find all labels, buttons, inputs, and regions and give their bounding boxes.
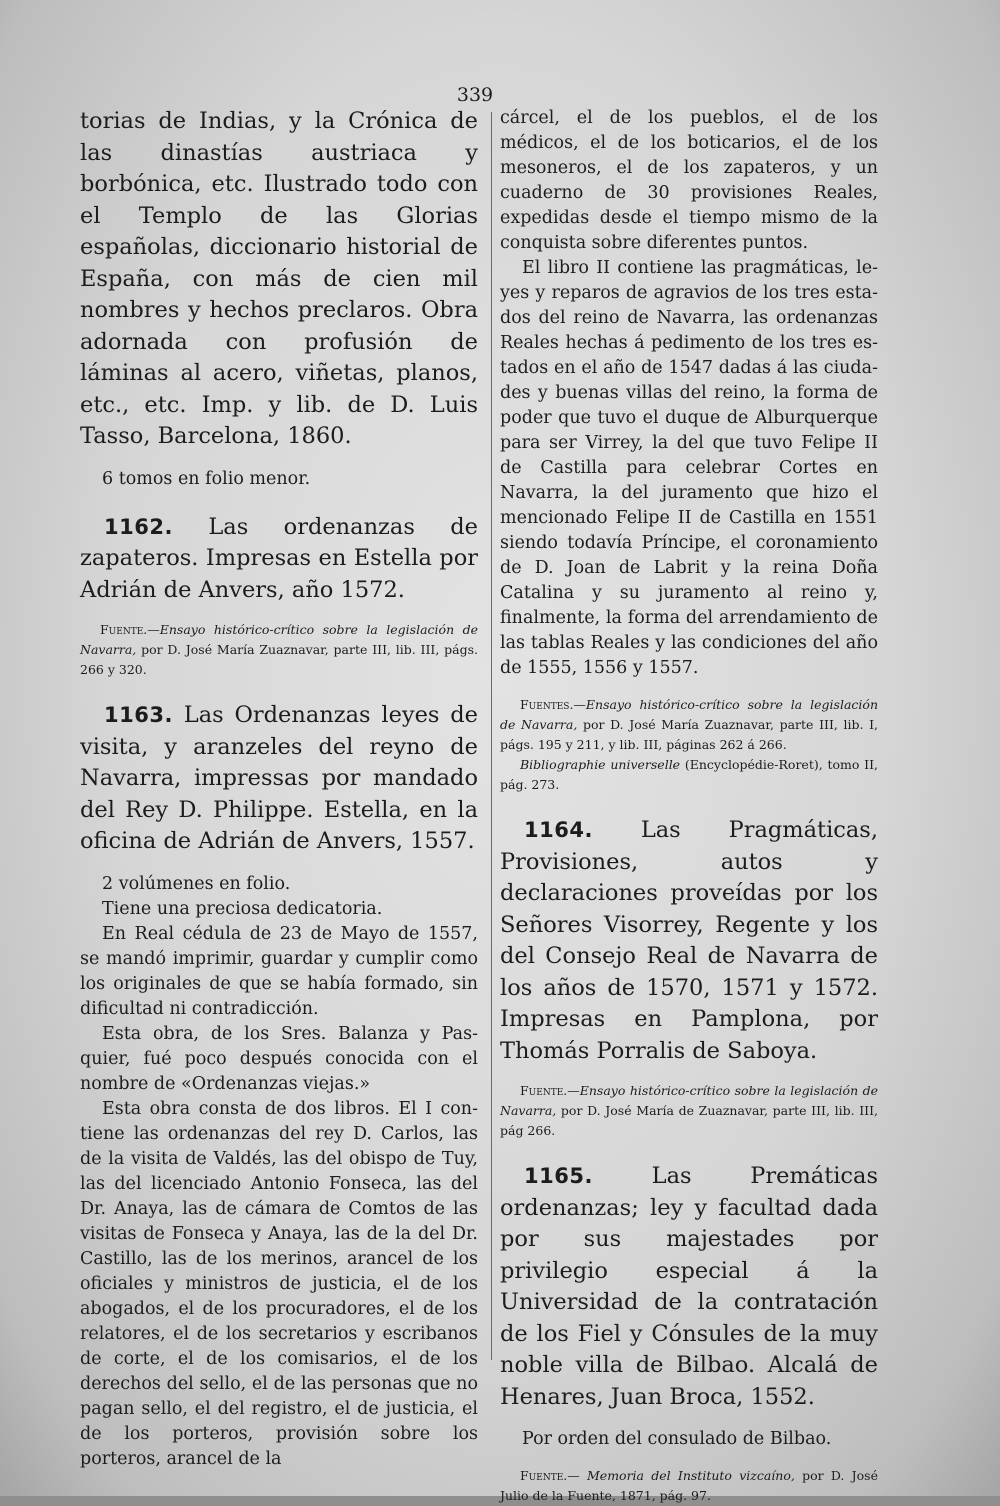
entry-source: Fuente.— Memoria del Instituto vizcaíno, por D. José Julio de la Fuente, 1871, pág. 97. [500, 1468, 878, 1503]
entry-1164 [500, 815, 878, 1067]
entry-source: Fuente.—Ensayo histórico-crítico sobre la legislación de Navarra, por D. José María de Zuaznavar, parte III, lib. III, pág 266. [500, 1083, 878, 1138]
entry-title: Las Premáticas ordenanzas; ley y facultad dada por sus majestades por privilegio especial á la Universidad de la contratación de los Fiel y Cónsules de la muy noble villa de Bilbao. Alcalá de Henares, Juan Broca, 1552. [500, 1163, 878, 1410]
entry-source: Fuente.—Ensayo histórico-crítico sobre la legislación de Navarra, por D. José María Zuaznavar, parte III, lib. III, págs. 266 y 320. [80, 622, 478, 677]
entry-1162 [80, 512, 478, 607]
entry-number: 1164. [524, 818, 593, 842]
entry-1165 [500, 1161, 878, 1413]
note-line: 2 volúmenes en folio. [102, 873, 291, 894]
entry-title: Las ordenanzas de zapateros. Impresas en Estella por Adrián de Anvers, año 1572. [80, 513, 478, 603]
intro-note: 6 tomos en folio menor. [102, 468, 311, 489]
book2-paragraph: El libro II contiene las pragmáticas, leyes y reparos de agravios de los tres estados del reino de Navarra, las ordenanzas Reales hechas á pedimento de los tres estados en el año de 1547 dadas á las ciudades y buenas villas del reino, la forma de poder que tuvo el duque de Alburquerque para ser Virrey, la del que tuvo Felipe II de Castilla para celebrar Cortes en Navarra, la del juramento que hizo el mencionado Felipe II de Castilla en 1551 siendo todavía Príncipe, el coronamiento de D. Joan de Labrit y la reina Doña Catalina y su juramento al reino y, finalmente, la forma del arrendamiento de las tablas Reales y las condiciones del año de 1555, 1556 y 1557. [500, 258, 878, 678]
entry-number: 1163. [104, 703, 173, 727]
entry-number: 1162. [104, 514, 173, 539]
entry-source: Bibliographie universelle (Encyclopédie-Roret), tomo II, pág. 273. [500, 757, 878, 792]
entry-1163 [80, 700, 478, 858]
entry-source: Fuentes.—Ensayo histórico-crítico sobre la legislación de Navarra, por D. José María Zuaznavar, parte III, lib. I, págs. 195 y 211, y lib. III, páginas 262 á 266. [500, 697, 879, 752]
right-column [500, 106, 878, 1506]
note-paragraph: Esta obra consta de dos libros. El I contiene las ordenanzas del rey D. Carlos, las de la visita de Valdés, las del obispo de Tuy, las del licenciado Antonio Fonseca, las del Dr. Anaya, las de cámara de Comtos de las visitas de Fonseca y Anaya, las de la del Dr. Castillo, las de los merinos, arancel de los oficiales y ministros de justicia, el de los abogados, el de los procuradores, el de los relatores, el de los secretarios y escribanos de corte, el de los comisarios, el de los derechos del sello, el de las personas que no pagan sello, el del registro, el de justicia, el de los porteros, provisión sobre los porteros, arancel de la [80, 1098, 478, 1469]
entry-title: Las Ordenanzas leyes de visita, y aranzeles del reyno de Navarra, impressas por mandado del Rey D. Philippe. Estella, en la oficina de Adrián de Anvers, 1557. [80, 702, 479, 854]
entry-title: Las Pragmáticas, Provisiones, autos y declaraciones proveídas por los Señores Visorrey, Regente y los del Consejo Real de Navarra de los años de 1570, 1571 y 1572. Impresas en Pamplona, por Thomás Porralis de Saboya. [500, 817, 878, 1064]
page-number: 339 [456, 84, 494, 106]
note-paragraph: En Real cédula de 23 de Mayo de 1557, se mandó imprimir, guardar y cumplir como los originales de que se había formado, sin dificultad ni contradicción. [80, 923, 478, 1019]
note-line: Por orden del consulado de Bilbao. [522, 1429, 832, 1449]
continued-paragraph: cárcel, el de los pueblos, el de los médicos, el de los boticarios, el de los mesoneros, el de los zapateros, y un cuaderno de 30 provisiones Reales, expedidas desde el tiempo mismo de la conquista sobre diferentes puntos. [500, 108, 878, 253]
intro-paragraph: torias de Indias, y la Crónica de las dinastías austriaca y borbónica, etc. Ilustrado todo con el Templo de las Glorias españolas, diccionario historial de España, con más de cien mil nombres y hechos preclaros. Obra adornada con profusión de láminas al acero, viñetas, planos, etc., etc. Imp. y lib. de D. Luis Tasso, Barcelona, 1860. [80, 108, 478, 449]
left-column [80, 106, 478, 1472]
column-divider [491, 112, 492, 1360]
note-line: Tiene una preciosa dedicatoria. [102, 898, 383, 919]
entry-number: 1165. [524, 1164, 593, 1188]
note-paragraph: Esta obra, de los Sres. Balanza y Pasquier, fué poco después conocida con el nombre de «Ordenanzas viejas.» [80, 1023, 478, 1094]
